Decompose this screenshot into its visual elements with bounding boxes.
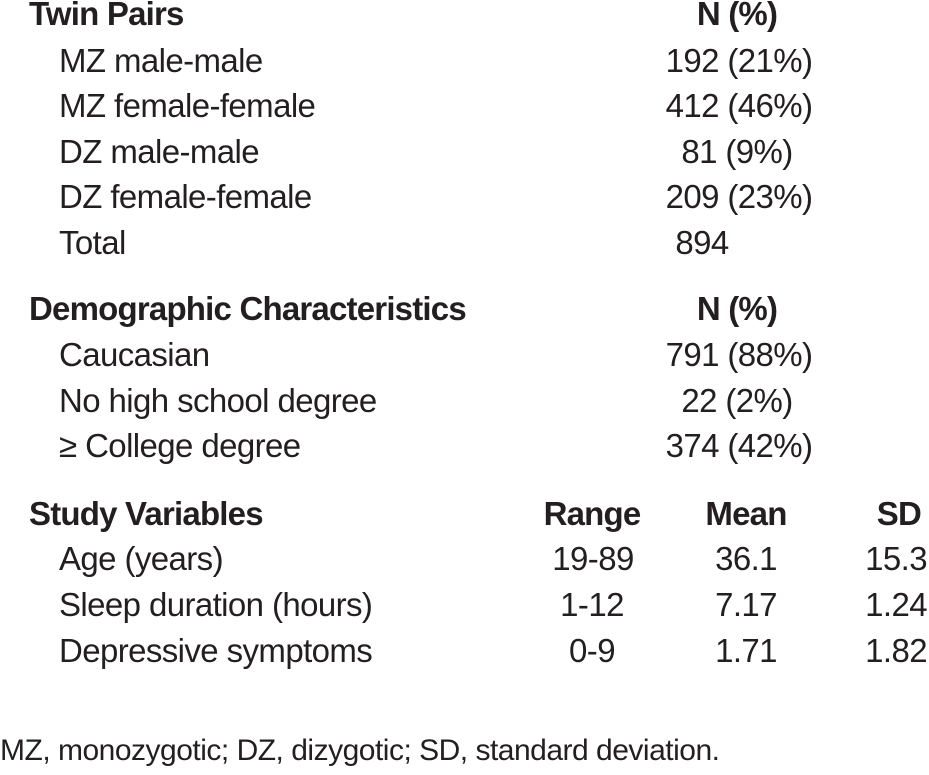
demographics-header: Demographic Characteristics [29, 290, 466, 327]
row-value: 894 [675, 224, 729, 261]
twin-pairs-n-header: N (%) [696, 0, 778, 32]
row-label: MZ male-male [59, 42, 263, 79]
mean-cell: 7.17 [715, 586, 777, 623]
mean-cell: 36.1 [715, 540, 777, 577]
row-value: 791 (88%) [665, 336, 813, 373]
row-value: 374 (42%) [665, 427, 813, 464]
range-cell: 1-12 [560, 586, 624, 623]
mean-header: Mean [705, 495, 787, 532]
row-label: Depressive symptoms [59, 632, 373, 669]
row-value: 412 (46%) [665, 87, 813, 124]
row-label: Sleep duration (hours) [59, 586, 373, 623]
row-label: DZ female-female [59, 178, 312, 215]
row-label: No high school degree [59, 382, 377, 419]
mean-cell: 1.71 [715, 632, 777, 669]
row-value: 81 (9%) [681, 133, 793, 170]
row-value: 209 (23%) [665, 178, 813, 215]
row-label: Total [59, 224, 126, 261]
demographics-n-header: N (%) [696, 290, 778, 327]
sd-header: SD [876, 495, 921, 532]
table-footnote: MZ, monozygotic; DZ, dizygotic; SD, standard deviation. [0, 734, 720, 767]
row-label: ≥ College degree [59, 427, 301, 464]
row-value: 192 (21%) [665, 42, 813, 79]
study-variables-header: Study Variables [29, 495, 263, 532]
row-value: 22 (2%) [681, 382, 793, 419]
row-label: Caucasian [59, 336, 210, 373]
sd-cell: 1.82 [865, 632, 927, 669]
row-label: Age (years) [59, 540, 223, 577]
sd-cell: 1.24 [865, 586, 927, 623]
range-header: Range [543, 495, 641, 532]
range-cell: 19-89 [552, 540, 634, 577]
row-label: DZ male-male [59, 133, 260, 170]
sd-cell: 15.3 [865, 540, 927, 577]
twin-pairs-header: Twin Pairs [29, 0, 184, 32]
range-cell: 0-9 [569, 632, 615, 669]
row-label: MZ female-female [59, 87, 316, 124]
